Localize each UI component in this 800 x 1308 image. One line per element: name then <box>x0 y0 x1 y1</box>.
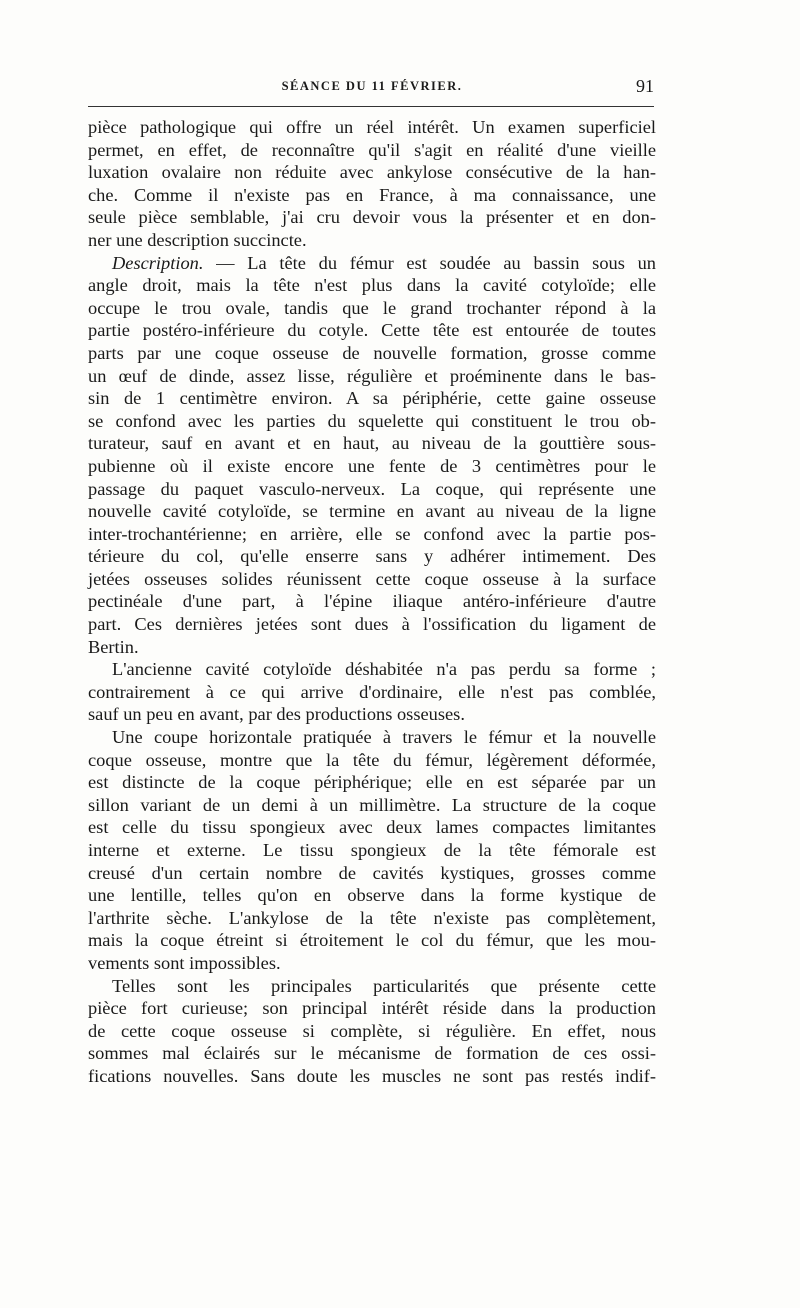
text-line: angle droit, mais la tête n'est plus dans la cavité cotyloïde; elle <box>88 275 656 296</box>
text-line: contrairement à ce qui arrive d'ordinaire, elle n'est pas comblée, <box>88 681 656 702</box>
text-line: pectinéale d'une part, à l'épine iliaque antéro-inférieure d'autre <box>88 591 656 612</box>
text-line: luxation ovalaire non réduite avec ankylose consécutive de la han- <box>88 162 656 183</box>
text-line: ner une description succincte. <box>88 229 307 250</box>
text-line: de cette coque osseuse si complète, si régulière. En effet, nous <box>88 1020 656 1041</box>
text-line: sauf un peu en avant, par des productions osseuses. <box>88 704 465 725</box>
text-line: permet, en effet, de reconnaître qu'il s'agit en réalité d'une vieille <box>88 139 656 160</box>
paragraph-section <box>88 726 656 975</box>
text-line-fragment: — La tête du fémur est soudée au bassin sous un <box>203 252 656 273</box>
text-line: un œuf de dinde, assez lisse, régulière et proéminente dans le bas- <box>88 365 656 386</box>
text-line: Bertin. <box>88 636 139 657</box>
text-line: part. Ces dernières jetées sont dues à l'ossification du ligament de <box>88 614 656 635</box>
text-line: inter-trochantérienne; en arrière, elle se confond avec la partie pos- <box>88 523 656 544</box>
text-line: sillon variant de un demi à un millimètre. La structure de la coque <box>88 794 656 815</box>
text-line: pièce pathologique qui offre un réel intérêt. Un examen superficiel <box>88 117 656 137</box>
text-line: coque osseuse, montre que la tête du fémur, légèrement déformée, <box>88 749 656 770</box>
text-line: fications nouvelles. Sans doute les muscles ne sont pas restés indif- <box>88 1065 656 1086</box>
text-line: creusé d'un certain nombre de cavités kystiques, grosses comme <box>88 862 656 883</box>
text-line: sin de 1 centimètre environ. A sa périphérie, cette gaine osseuse <box>88 388 656 409</box>
text-line: passage du paquet vasculo-nerveux. La coque, qui représente une <box>88 478 656 499</box>
paragraph-old-cavity <box>88 658 656 726</box>
text-line: se confond avec les parties du squelette qui constituent le trou ob- <box>88 410 656 431</box>
text-line: térieure du col, qu'elle enserre sans y adhérer intimement. Des <box>88 546 656 567</box>
text-line: nouvelle cavité cotyloïde, se termine en avant au niveau de la ligne <box>88 501 656 522</box>
running-head <box>90 76 654 100</box>
text-line: pubienne où il existe encore une fente de 3 centimètres pour le <box>88 455 656 476</box>
text-line: partie postéro-inférieure du cotyle. Cette tête est entourée de toutes <box>88 320 656 341</box>
text-line: seule pièce semblable, j'ai cru devoir vous la présenter et en don- <box>88 207 656 228</box>
text-line: parts par une coque osseuse de nouvelle formation, grosse comme <box>88 342 656 363</box>
text-line: jetées osseuses solides réunissent cette coque osseuse à la surface <box>88 568 656 589</box>
text-line: est celle du tissu spongieux avec deux lames compactes limitantes <box>88 817 656 838</box>
text-line: interne et externe. Le tissu spongieux de la tête fémorale est <box>88 840 656 860</box>
text-line: L'ancienne cavité cotyloïde déshabitée n'a pas perdu sa forme ; <box>112 659 656 680</box>
text-line <box>88 252 656 275</box>
paragraph-description <box>88 252 656 659</box>
text-line: Telles sont les principales particularités que présente cette <box>112 975 656 996</box>
text-line: vements sont impossibles. <box>88 952 281 973</box>
body-text <box>88 116 656 1088</box>
paragraph-intro <box>88 116 656 252</box>
text-line: Une coupe horizontale pratiquée à travers le fémur et la nouvelle <box>112 727 656 748</box>
paragraph-conclusion <box>88 975 656 1088</box>
text-line: sommes mal éclairés sur le mécanisme de formation de ces ossi- <box>88 1043 656 1064</box>
text-line: pièce fort curieuse; son principal intérêt réside dans la production <box>88 998 656 1019</box>
page-number: 91 <box>636 76 654 96</box>
text-line: turateur, sauf en avant et en haut, au niveau de la gouttière sous- <box>88 433 656 454</box>
running-title: SÉANCE DU 11 FÉVRIER. <box>281 79 463 93</box>
text-line: che. Comme il n'existe pas en France, à ma connaissance, une <box>88 184 656 205</box>
text-line: l'arthrite sèche. L'ankylose de la tête n'existe pas complètement, <box>88 907 656 928</box>
header-rule <box>88 106 654 107</box>
text-line: une lentille, telles qu'on en observe dans la forme kystique de <box>88 885 656 906</box>
text-line: mais la coque étreint si étroitement le col du fémur, que les mou- <box>88 930 656 951</box>
description-rubric: Description. <box>112 252 204 273</box>
text-line: est distincte de la coque périphérique; elle en est séparée par un <box>88 772 656 793</box>
text-line: occupe le trou ovale, tandis que le grand trochanter répond à la <box>88 297 656 318</box>
